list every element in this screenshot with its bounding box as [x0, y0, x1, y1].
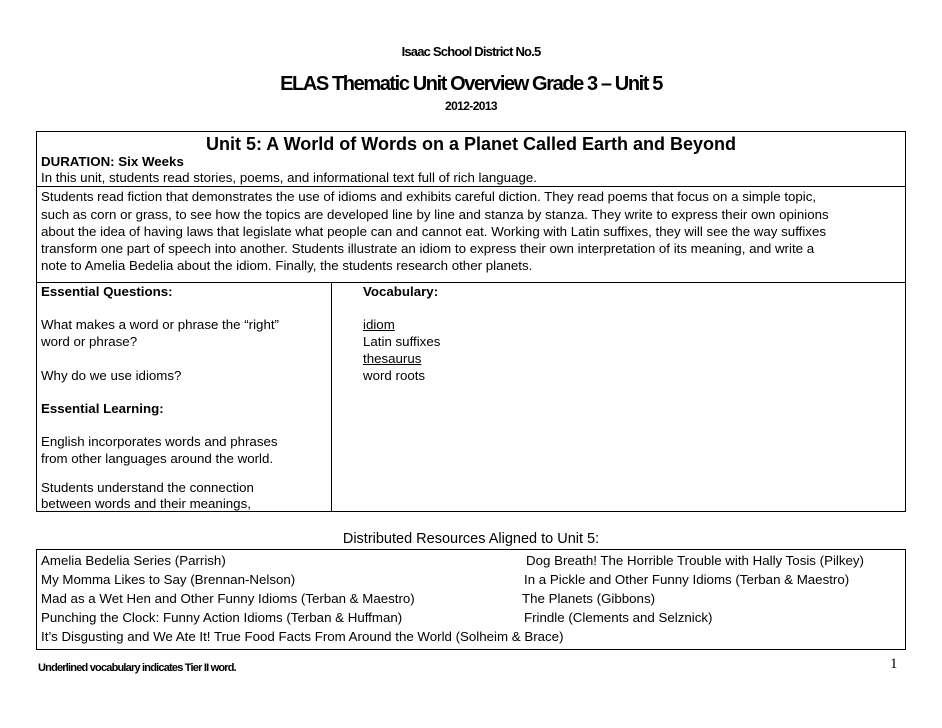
resource-item: In a Pickle and Other Funny Idioms (Terban & Maestro): [524, 572, 850, 587]
resource-item: Punching the Clock: Funny Action Idioms (Terban & Huffman): [41, 610, 403, 625]
footer-note: Underlined vocabulary indicates Tier II word.: [38, 662, 236, 674]
resources-heading: Distributed Resources Aligned to Unit 5:: [342, 531, 600, 547]
resource-item: Frindle (Clements and Selznick): [524, 610, 713, 625]
vocabulary-item: Latin suffixes: [363, 334, 441, 349]
essential-questions-label: Essential Questions:: [41, 284, 173, 299]
essential-learning-item: English incorporates words and phrases: [41, 434, 278, 449]
vocabulary-item-tier2: thesaurus: [363, 351, 422, 366]
unit-summary: In this unit, students read stories, poems, and informational text full of rich language.: [41, 170, 537, 185]
essential-learning-item: between words and their meanings,: [41, 496, 251, 511]
document-title: ELAS Thematic Unit Overview Grade 3 – Unit 5: [280, 73, 662, 95]
resources-box: [36, 549, 906, 650]
column-divider: [331, 283, 332, 511]
vocabulary-item-tier2: idiom: [363, 317, 395, 332]
essential-learning-item: Students understand the connection: [41, 480, 254, 495]
essential-learning-item: from other languages around the world.: [41, 451, 274, 466]
resource-item: The Planets (Gibbons): [522, 591, 656, 606]
description-line: about the idea of having laws that legislate what people can and cannot eat. Working with Latin suffixes, they will see the way suffixes: [41, 224, 826, 239]
description-line: note to Amelia Bedelia about the idiom. Finally, the students research other planets.: [41, 258, 533, 273]
resource-item: Mad as a Wet Hen and Other Funny Idioms (Terban & Maestro): [41, 591, 415, 606]
description-line: transform one part of speech into another. Students illustrate an idiom to express their own interpretation of its meaning, and write a: [41, 241, 815, 256]
unit-description-box: [36, 187, 906, 283]
unit-overview-box: [36, 131, 906, 187]
vocabulary-item: word roots: [363, 368, 426, 383]
essential-question: word or phrase?: [41, 334, 138, 349]
essential-question: Why do we use idioms?: [41, 368, 182, 383]
resource-item: Dog Breath! The Horrible Trouble with Hally Tosis (Pilkey): [526, 553, 864, 568]
school-year: 2012-2013: [445, 99, 497, 113]
vocabulary-label: Vocabulary:: [363, 284, 439, 299]
page-number: 1: [890, 656, 898, 672]
description-line: Students read fiction that demonstrates the use of idioms and exhibits careful diction. They read poems that focus on a simple topic,: [41, 189, 817, 204]
essential-question: What makes a word or phrase the “right”: [41, 317, 279, 332]
essential-learning-label: Essential Learning:: [41, 401, 164, 416]
duration-label: DURATION: Six Weeks: [41, 154, 184, 169]
description-line: such as corn or grass, to see how the topics are developed line by line and stanza by stanza. They write to express their own opinions: [41, 207, 829, 222]
essential-questions-box: [36, 283, 906, 512]
resource-item: My Momma Likes to Say (Brennan-Nelson): [41, 572, 296, 587]
resource-item: Amelia Bedelia Series (Parrish): [41, 553, 226, 568]
unit-heading: Unit 5: A World of Words on a Planet Called Earth and Beyond: [205, 134, 737, 154]
resource-item: It’s Disgusting and We Ate It! True Food Facts From Around the World (Solheim & Brace): [41, 629, 564, 644]
district-name: Isaac School District No.5: [401, 44, 541, 59]
